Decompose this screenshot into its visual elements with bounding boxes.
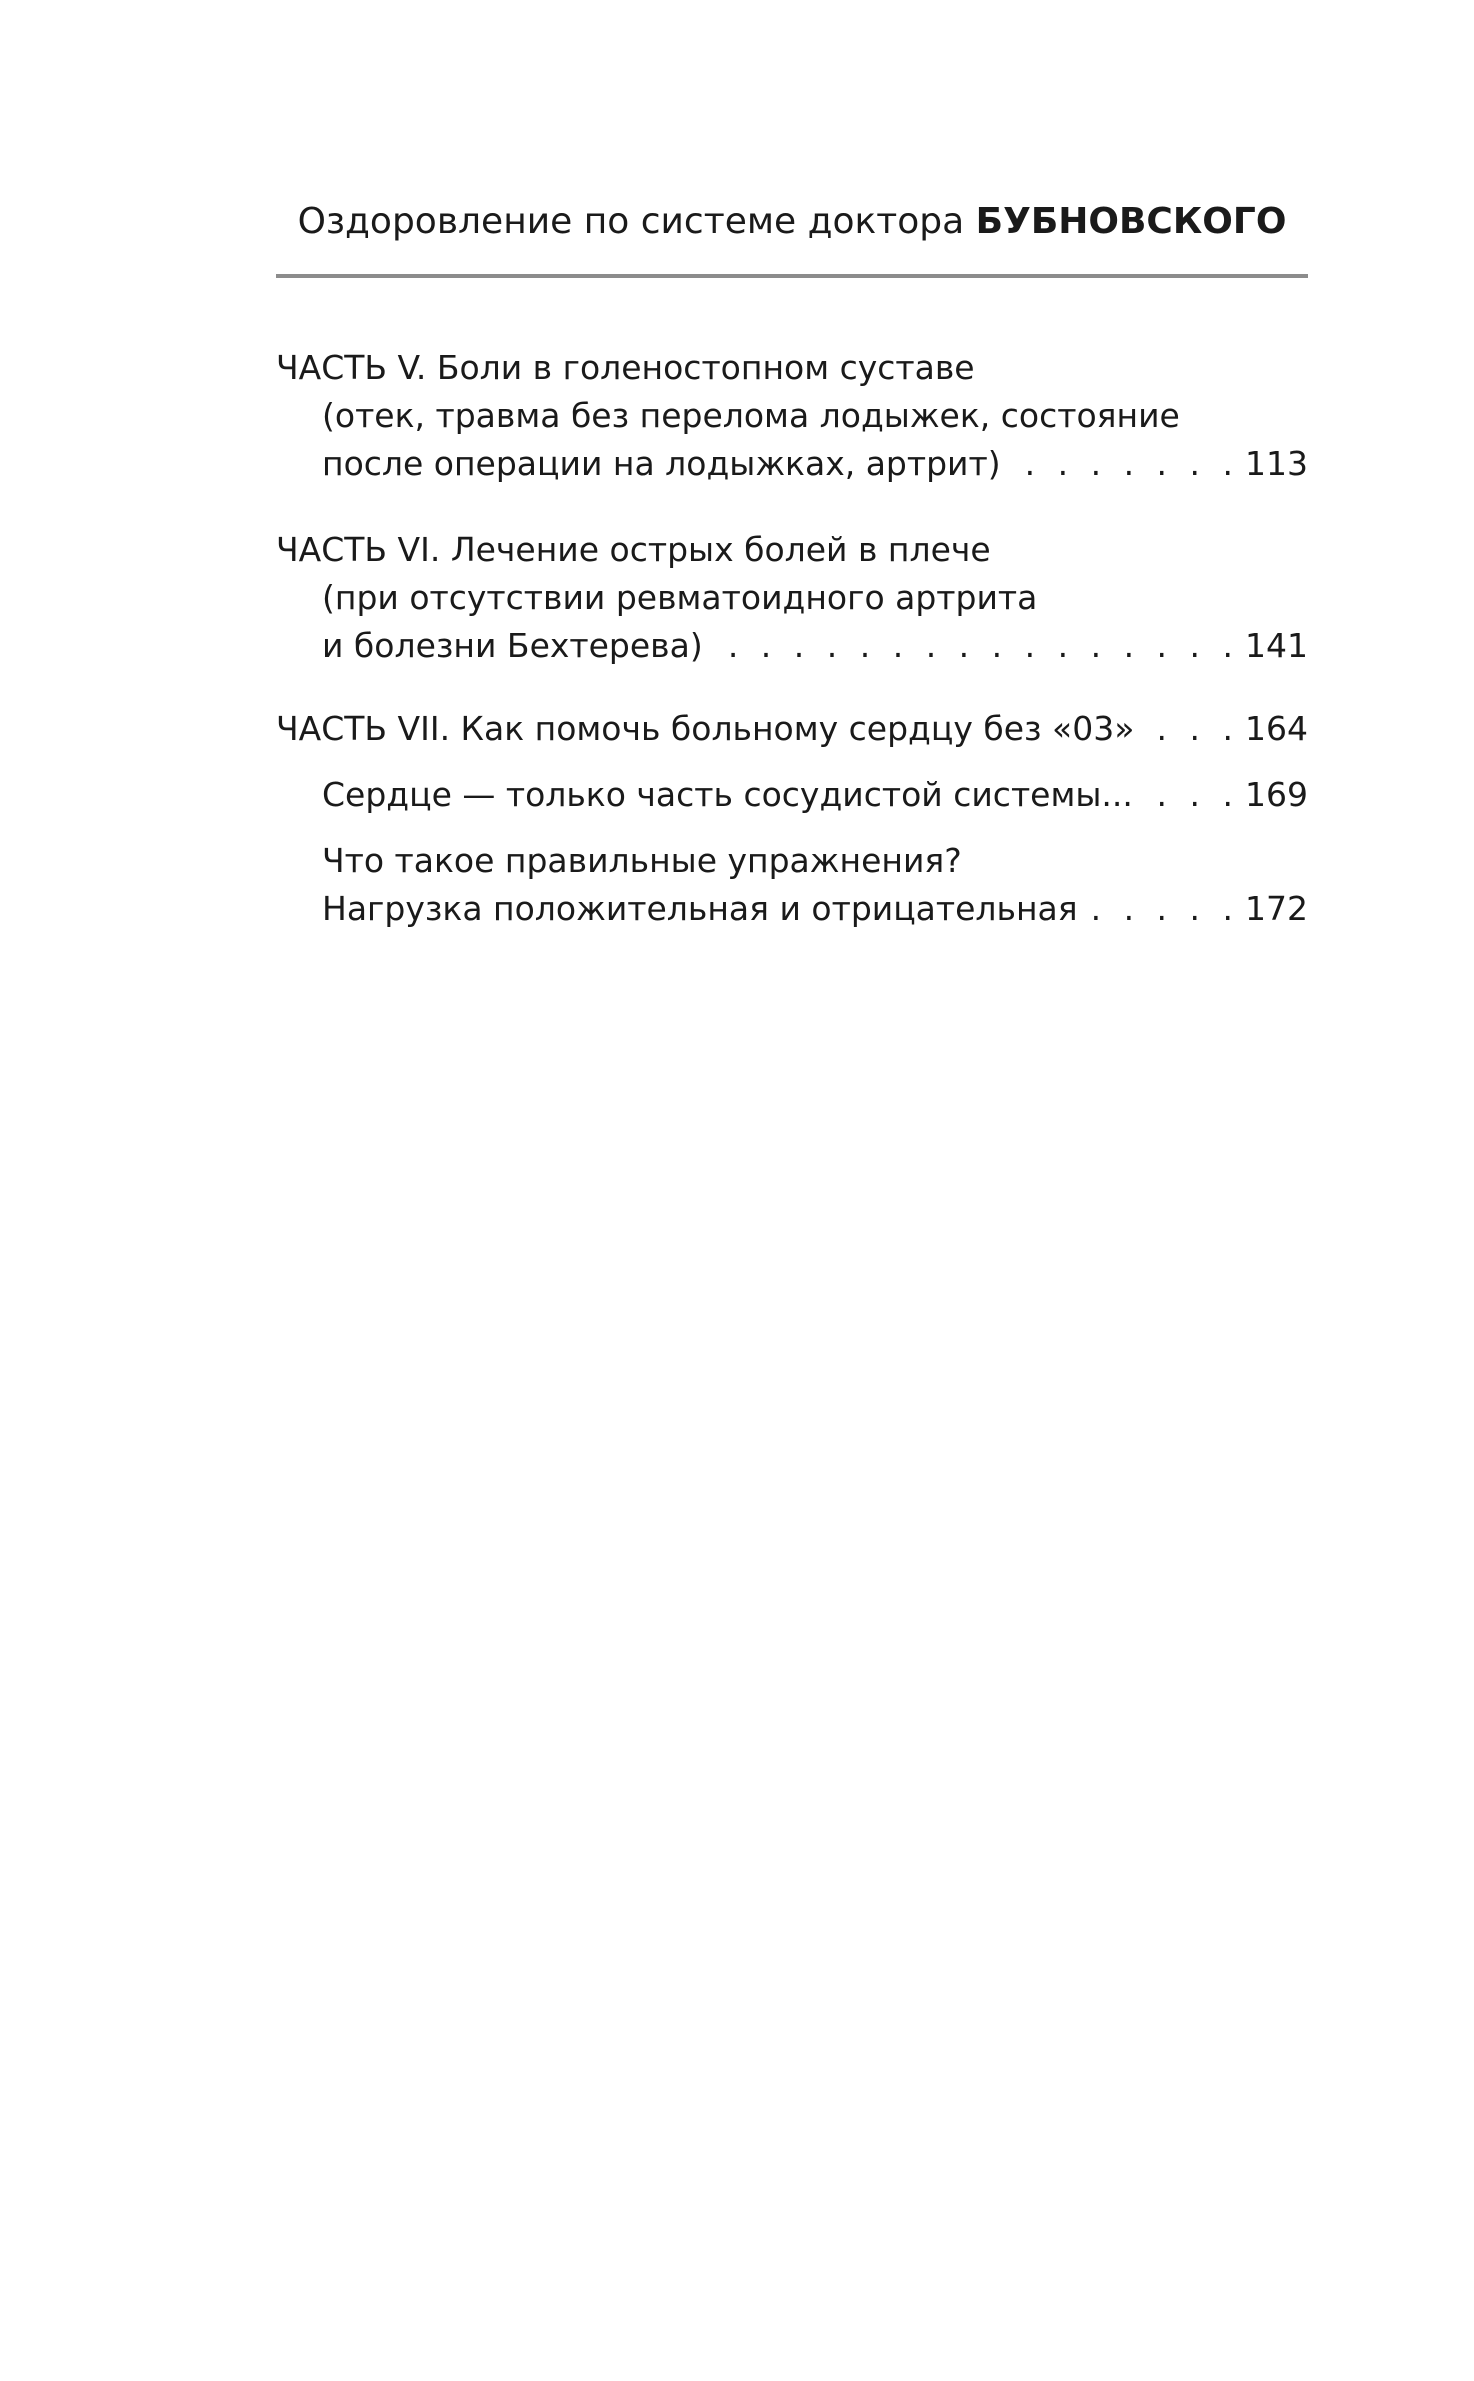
toc-subentry-exercises[interactable] [276,837,1308,933]
page-number: 141 [1245,626,1308,665]
toc-entry-subtitle: после операции на лодыжках, артрит) [322,444,1001,483]
toc-entry-part-5[interactable] [276,344,1308,488]
toc-entry-subtitle: (при отсутствии ревматоидного артрита [322,578,1038,617]
toc-entry-subtitle: и болезни Бехтерева) [322,626,703,665]
page-number: 113 [1245,444,1308,483]
running-head-text: Оздоровление по системе доктора [297,201,965,242]
page-number: 169 [1245,775,1308,814]
page-number: 172 [1245,889,1308,928]
dot-leader [1001,440,1239,488]
toc-subentry-title: Сердце — только часть сосудистой системы... [322,775,1133,814]
toc-subentry-title: Что такое правильные упражнения? [322,841,962,880]
page-number: 164 [1245,709,1308,748]
dot-leader [703,622,1239,670]
toc-entry-last-line [276,771,1308,819]
toc-entry-title: ЧАСТЬ V. Боли в голеностопном суставе [276,348,975,387]
toc-entry-last-line [276,885,1308,933]
dot-leader [1133,771,1239,819]
toc-entry-last-line [276,705,1308,753]
toc-entry-title: ЧАСТЬ VI. Лечение острых болей в плече [276,530,991,569]
toc-entry-last-line [276,440,1308,488]
toc-entry-last-line [276,622,1308,670]
toc-entry-title: ЧАСТЬ VII. Как помочь больному сердцу без «03» [276,709,1135,748]
toc-entry-part-7[interactable] [276,705,1308,753]
running-head-author: БУБНОВСКОГО [975,201,1287,242]
dot-leader [1078,885,1239,933]
dot-leader [1134,705,1239,753]
toc-entry-part-6[interactable] [276,526,1308,670]
running-head [276,196,1308,248]
header-rule [276,274,1308,278]
toc-subentry-heart[interactable] [276,771,1308,819]
toc-subentry-subtitle: Нагрузка положительная и отрицательная [322,889,1078,928]
table-of-contents [276,344,1308,933]
toc-entry-subtitle: (отек, травма без перелома лодыжек, состояние [322,396,1180,435]
